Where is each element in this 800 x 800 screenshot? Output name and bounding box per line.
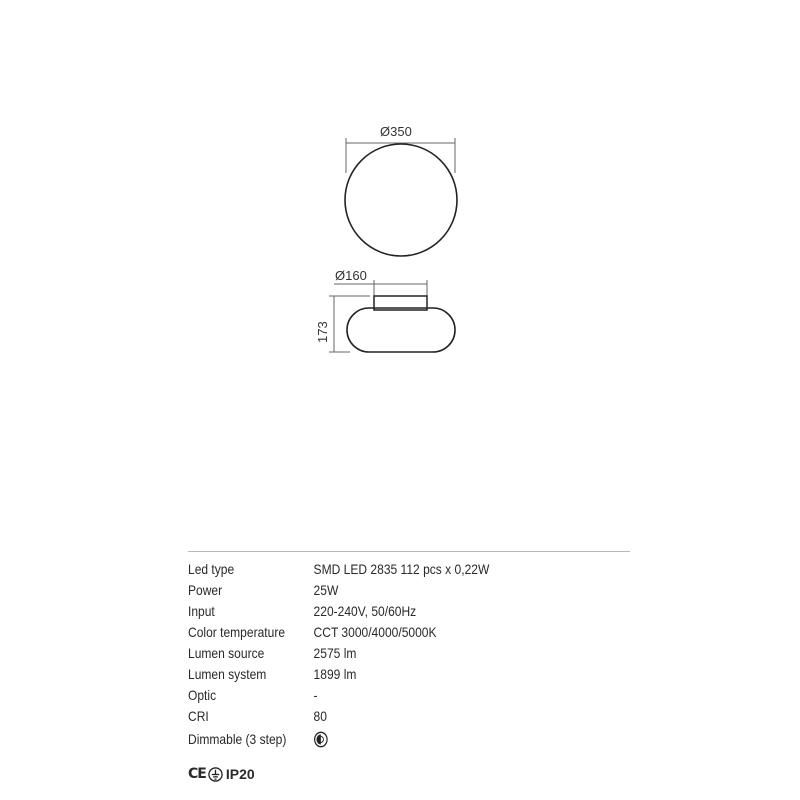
spec-row-optic bbox=[188, 684, 568, 705]
spec-value: 1899 lm bbox=[313, 665, 357, 682]
height-label: 173 bbox=[315, 321, 330, 343]
spec-label: Color temperature bbox=[188, 623, 286, 640]
spec-label: Dimmable (3 step) bbox=[188, 731, 287, 747]
spec-row-input bbox=[188, 600, 568, 621]
table-top-rule bbox=[188, 551, 630, 552]
top-diameter-label: Ø350 bbox=[380, 124, 412, 139]
spec-value: 220-240V, 50/60Hz bbox=[313, 602, 417, 619]
spec-value: - bbox=[313, 686, 318, 703]
spec-row-lumen-system bbox=[188, 663, 568, 684]
spec-label: Optic bbox=[188, 686, 217, 703]
spec-row-lumen-source bbox=[188, 642, 568, 663]
spec-label: Led type bbox=[188, 560, 235, 577]
height-dimension bbox=[329, 296, 370, 352]
certification-marks bbox=[188, 764, 255, 784]
spec-value bbox=[314, 730, 569, 748]
spec-row-cri bbox=[188, 705, 568, 726]
spec-value: 25W bbox=[313, 581, 339, 598]
specifications-table bbox=[188, 551, 630, 752]
spec-value: SMD LED 2835 112 pcs x 0,22W bbox=[313, 560, 490, 577]
spec-row-dimmable bbox=[188, 726, 568, 752]
spec-label: Lumen source bbox=[188, 644, 265, 661]
spec-row-color-temperature bbox=[188, 621, 568, 642]
spec-label: Input bbox=[188, 602, 215, 619]
class-ii-earth-icon bbox=[208, 767, 223, 782]
spec-label: Power bbox=[188, 581, 223, 598]
spec-row-power bbox=[188, 579, 568, 600]
ip-rating: IP20 bbox=[225, 766, 255, 782]
lamp-top-view bbox=[345, 144, 457, 256]
spec-value: 80 bbox=[313, 707, 327, 724]
spec-label: Lumen system bbox=[188, 665, 267, 682]
spec-value: CCT 3000/4000/5000K bbox=[313, 623, 437, 640]
ce-mark-icon: CE bbox=[188, 766, 206, 782]
dimmable-icon bbox=[314, 731, 329, 748]
spec-label: CRI bbox=[188, 707, 209, 724]
spec-value: 2575 lm bbox=[313, 644, 357, 661]
base-diameter-label: Ø160 bbox=[335, 268, 367, 283]
lamp-diffuser-side-view bbox=[347, 308, 455, 352]
spec-row-led-type bbox=[188, 558, 568, 579]
